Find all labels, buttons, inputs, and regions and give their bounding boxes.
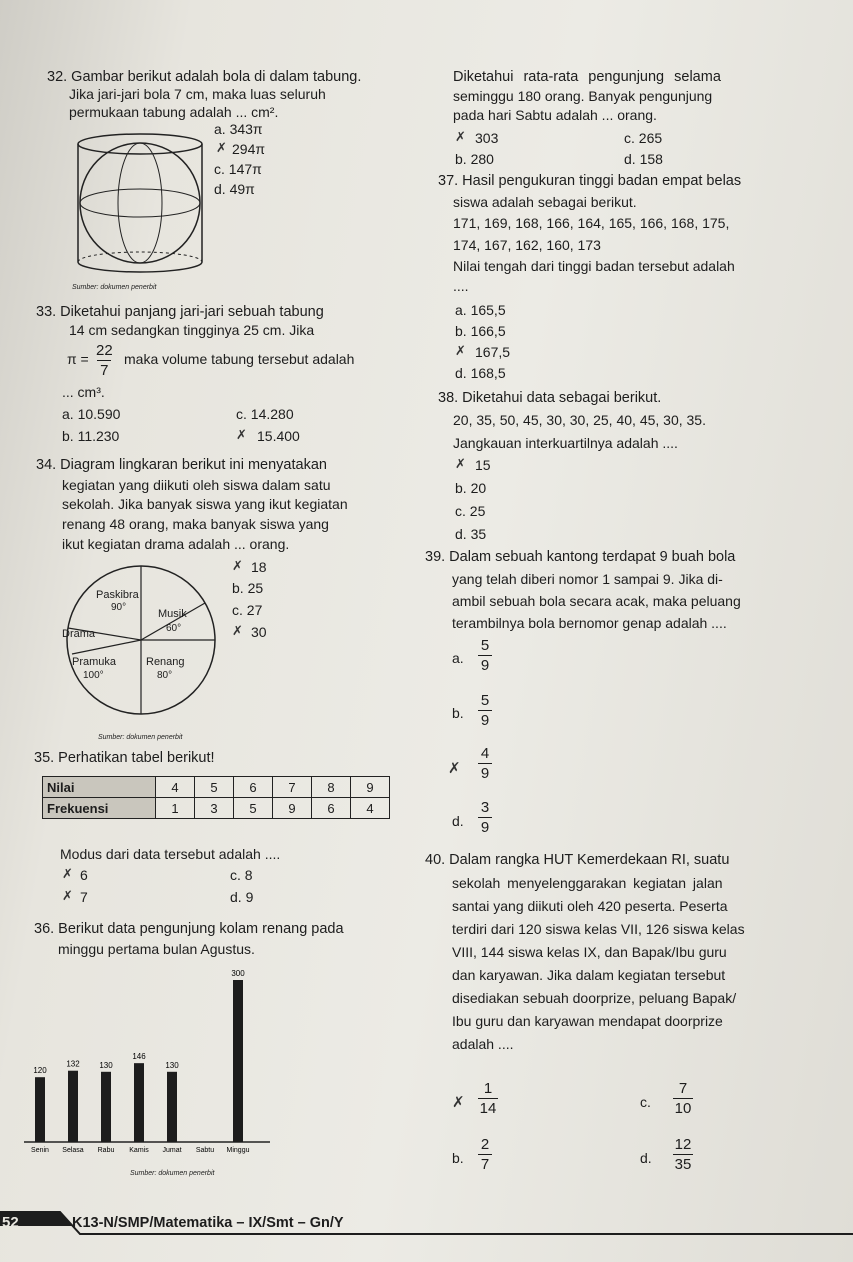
q40-line2: sekolah menyelenggarakan kegiatan jalan xyxy=(452,875,723,891)
table-cell: 6 xyxy=(234,777,273,798)
data-label: 120 xyxy=(33,1066,47,1076)
pie-angle-pramuka: 100° xyxy=(83,670,104,681)
q39-option-d-fraction xyxy=(478,799,492,836)
q34-line5: ikut kegiatan drama adalah ... orang. xyxy=(62,536,290,552)
denominator: 9 xyxy=(480,657,490,674)
denominator: 35 xyxy=(674,1156,692,1173)
q33-line1: 33. Diketahui panjang jari-jari sebuah tabung xyxy=(36,304,324,320)
pie-angle-paskibra: 90° xyxy=(111,602,127,613)
q36-right-line2: seminggu 180 orang. Banyak pengunjung xyxy=(453,88,713,104)
category-label: Selasa xyxy=(62,1147,84,1154)
table-cell: 9 xyxy=(351,777,390,798)
q36-source: Sumber: dokumen penerbit xyxy=(130,1170,215,1177)
table-cell: 5 xyxy=(195,777,234,798)
q33-line2: 14 cm sedangkan tingginya 25 cm. Jika xyxy=(69,322,315,338)
q40-option-b-fraction xyxy=(478,1136,492,1173)
q37-line2: siswa adalah sebagai berikut. xyxy=(453,194,637,210)
q39-line3: ambil sebuah bola secara acak, maka peluang xyxy=(452,593,741,609)
page-number: 52 xyxy=(2,1214,19,1231)
q32-option-b: 294π xyxy=(232,141,266,157)
q34-option-d: 30 xyxy=(251,624,267,640)
check-mark-icon: ✗ xyxy=(455,456,466,471)
category-label: Minggu xyxy=(226,1147,250,1154)
check-mark-icon: ✗ xyxy=(232,558,243,573)
table-cell: 4 xyxy=(156,777,195,798)
q32-source: Sumber: dokumen penerbit xyxy=(72,284,157,291)
q37-line4: 174, 167, 162, 160, 173 xyxy=(453,237,601,253)
numerator: 12 xyxy=(674,1136,692,1153)
q33-pi-denominator: 7 xyxy=(100,362,109,379)
bar-senin xyxy=(35,1077,45,1142)
q37-option-c: 167,5 xyxy=(475,344,511,360)
check-mark-icon: ✗ xyxy=(216,140,227,155)
q39-option-d-letter: d. xyxy=(452,813,464,829)
q32-option-a: a. 343π xyxy=(214,121,263,137)
q34-line3: sekolah. Jika banyak siswa yang ikut kegiatan xyxy=(62,496,348,512)
q38-line1: 38. Diketahui data sebagai berikut. xyxy=(438,390,662,406)
pie-angle-musik: 60° xyxy=(166,623,182,634)
pie-label-pramuka: Pramuka xyxy=(72,656,117,668)
data-label: 146 xyxy=(132,1052,146,1062)
q36-right-line3: pada hari Sabtu adalah ... orang. xyxy=(453,107,657,123)
table-cell: 5 xyxy=(234,798,273,819)
category-label: Jumat xyxy=(162,1147,182,1154)
q40-option-d-fraction xyxy=(673,1136,693,1173)
q33-option-c: c. 14.280 xyxy=(236,406,294,422)
q32-line1: 32. Gambar berikut adalah bola di dalam tabung. xyxy=(47,69,362,85)
numerator: 2 xyxy=(480,1136,490,1153)
bar-jumat xyxy=(167,1072,177,1142)
q37-option-d: d. 168,5 xyxy=(455,365,506,381)
q37-line3: 171, 169, 168, 166, 164, 165, 166, 168, 175, xyxy=(453,215,730,231)
q39-line4: terambilnya bola bernomor genap adalah .... xyxy=(452,615,727,631)
q33-line4: ... cm³. xyxy=(62,384,105,400)
bar-selasa xyxy=(68,1071,78,1142)
frequency-table xyxy=(42,776,390,819)
table-row xyxy=(43,798,390,819)
data-label: 130 xyxy=(99,1060,113,1070)
q35-option-c: c. 8 xyxy=(230,867,253,883)
q40-option-b-letter: b. xyxy=(452,1150,464,1166)
q36-line2: minggu pertama bulan Agustus. xyxy=(58,941,255,957)
q33-pi-label: π = xyxy=(67,351,89,367)
q32-line3: permukaan tabung adalah ... cm². xyxy=(69,104,279,120)
q39-option-c-fraction xyxy=(478,745,492,782)
pie-chart-activities xyxy=(58,562,228,722)
q32-option-d: d. 49π xyxy=(214,181,255,197)
q38-option-b: b. 20 xyxy=(455,480,487,496)
row-header-frekuensi: Frekuensi xyxy=(43,798,156,819)
q36-option-c: c. 265 xyxy=(624,130,663,146)
pie-angle-renang: 80° xyxy=(157,670,173,681)
q36-line1: 36. Berikut data pengunjung kolam renang pada xyxy=(34,921,344,937)
q33-option-b: b. 11.230 xyxy=(62,428,120,444)
q40-option-d-letter: d. xyxy=(640,1150,652,1166)
q40-line7: disediakan sebuah doorprize, peluang Bapak/ xyxy=(452,990,737,1006)
q34-line4: renang 48 orang, maka banyak siswa yang xyxy=(62,516,329,532)
bar-minggu xyxy=(233,980,243,1142)
q39-option-b-fraction xyxy=(478,692,492,729)
check-mark-icon: ✗ xyxy=(62,866,73,881)
q39-line2: yang telah diberi nomor 1 sampai 9. Jika di- xyxy=(452,571,723,587)
q33-line3: maka volume tabung tersebut adalah xyxy=(124,351,355,367)
q38-line3: Jangkauan interkuartilnya adalah .... xyxy=(453,435,678,451)
q40-line8: Ibu guru dan karyawan mendapat doorprize xyxy=(452,1013,723,1029)
check-mark-icon: ✗ xyxy=(452,1094,465,1111)
table-cell: 4 xyxy=(351,798,390,819)
category-label: Senin xyxy=(31,1147,49,1154)
numerator: 7 xyxy=(678,1080,688,1097)
q38-option-c: c. 25 xyxy=(455,503,486,519)
numerator: 5 xyxy=(480,692,490,709)
check-mark-icon: ✗ xyxy=(448,760,461,777)
q33-option-a: a. 10.590 xyxy=(62,406,121,422)
q35-option-d: d. 9 xyxy=(230,889,254,905)
table-cell: 8 xyxy=(312,777,351,798)
q40-line3: santai yang diikuti oleh 420 peserta. Peserta xyxy=(452,898,728,914)
denominator: 9 xyxy=(480,712,490,729)
q36-option-b: b. 280 xyxy=(455,151,494,167)
table-row xyxy=(43,777,390,798)
q34-option-a: 18 xyxy=(251,559,267,575)
pie-label-renang: Renang xyxy=(146,656,185,668)
q40-line9: adalah .... xyxy=(452,1036,514,1052)
pie-label-musik: Musik xyxy=(158,608,187,620)
q37-line5: Nilai tengah dari tinggi badan tersebut adalah xyxy=(453,258,735,274)
q40-line4: terdiri dari 120 siswa kelas VII, 126 siswa kelas xyxy=(452,921,745,937)
numerator: 5 xyxy=(480,637,490,654)
page-footer xyxy=(0,1212,853,1242)
table-cell: 9 xyxy=(273,798,312,819)
q39-option-a-letter: a. xyxy=(452,650,464,666)
data-label: 130 xyxy=(165,1060,179,1070)
pie-label-drama: Drama xyxy=(62,628,96,640)
q33-pi-fraction xyxy=(96,342,113,379)
denominator: 14 xyxy=(479,1100,497,1117)
q40-line5: VIII, 144 siswa kelas IX, dan Bapak/Ibu guru xyxy=(452,944,727,960)
q37-line1: 37. Hasil pengukuran tinggi badan empat belas xyxy=(438,173,742,189)
table-cell: 3 xyxy=(195,798,234,819)
denominator: 9 xyxy=(480,819,490,836)
q32-line2: Jika jari-jari bola 7 cm, maka luas seluruh xyxy=(69,86,326,102)
q37-option-a: a. 165,5 xyxy=(455,302,506,318)
numerator: 4 xyxy=(480,745,490,762)
denominator: 9 xyxy=(480,765,490,782)
table-cell: 6 xyxy=(312,798,351,819)
q34-source: Sumber: dokumen penerbit xyxy=(98,734,183,741)
q36-option-d: d. 158 xyxy=(624,151,663,167)
q39-line1: 39. Dalam sebuah kantong terdapat 9 buah bola xyxy=(425,549,736,565)
q35-question: Modus dari data tersebut adalah .... xyxy=(60,846,281,862)
category-label: Sabtu xyxy=(195,1147,215,1154)
check-mark-icon: ✗ xyxy=(232,623,243,638)
check-mark-icon: ✗ xyxy=(236,427,247,442)
table-cell: 1 xyxy=(156,798,195,819)
q39-option-a-fraction xyxy=(478,637,492,674)
denominator: 7 xyxy=(480,1156,490,1173)
q40-option-c-fraction xyxy=(673,1080,693,1117)
q34-line2: kegiatan yang diikuti oleh siswa dalam satu xyxy=(62,477,331,493)
q35-option-a: 6 xyxy=(80,867,88,883)
q37-option-b: b. 166,5 xyxy=(455,323,506,339)
q40-option-a-fraction xyxy=(478,1080,498,1117)
q34-option-b: b. 25 xyxy=(232,580,264,596)
q33-pi-numerator: 22 xyxy=(96,342,113,359)
q35-option-b: 7 xyxy=(80,889,88,905)
numerator: 3 xyxy=(480,799,490,816)
q39-option-b-letter: b. xyxy=(452,705,464,721)
pie-label-paskibra: Paskibra xyxy=(96,589,139,601)
q36-right-line1: Diketahui rata-rata pengunjung selama xyxy=(453,69,721,85)
check-mark-icon: ✗ xyxy=(455,129,466,144)
q32-option-c: c. 147π xyxy=(214,161,262,177)
data-label: 132 xyxy=(66,1059,80,1069)
visitor-bar-chart xyxy=(20,970,280,1170)
q35-title: 35. Perhatikan tabel berikut! xyxy=(34,750,215,766)
q38-option-d: d. 35 xyxy=(455,526,487,542)
sphere-in-cylinder-figure xyxy=(68,128,218,278)
data-label: 300 xyxy=(231,970,245,978)
bar-kamis xyxy=(134,1063,144,1142)
q40-line1: 40. Dalam rangka HUT Kemerdekaan RI, suatu xyxy=(425,852,730,868)
q38-line2: 20, 35, 50, 45, 30, 30, 25, 40, 45, 30, 35. xyxy=(453,412,706,428)
row-header-nilai: Nilai xyxy=(43,777,156,798)
q38-option-a: 15 xyxy=(475,457,491,473)
check-mark-icon: ✗ xyxy=(455,343,466,358)
category-label: Kamis xyxy=(129,1147,149,1154)
q34-option-c: c. 27 xyxy=(232,602,263,618)
q36-option-a: 303 xyxy=(475,130,499,146)
table-cell: 7 xyxy=(273,777,312,798)
bar-rabu xyxy=(101,1072,111,1142)
q40-option-c-letter: c. xyxy=(640,1094,651,1110)
q34-line1: 34. Diagram lingkaran berikut ini menyatakan xyxy=(36,457,327,473)
q33-option-d: 15.400 xyxy=(257,428,300,444)
footer-code: K13-N/SMP/Matematika – IX/Smt – Gn/Y xyxy=(72,1215,344,1231)
q37-line6: .... xyxy=(453,278,469,294)
q40-line6: dan karyawan. Jika dalam kegiatan tersebut xyxy=(452,967,726,983)
denominator: 10 xyxy=(674,1100,692,1117)
check-mark-icon: ✗ xyxy=(62,888,73,903)
numerator: 1 xyxy=(483,1080,493,1097)
category-label: Rabu xyxy=(97,1147,115,1154)
